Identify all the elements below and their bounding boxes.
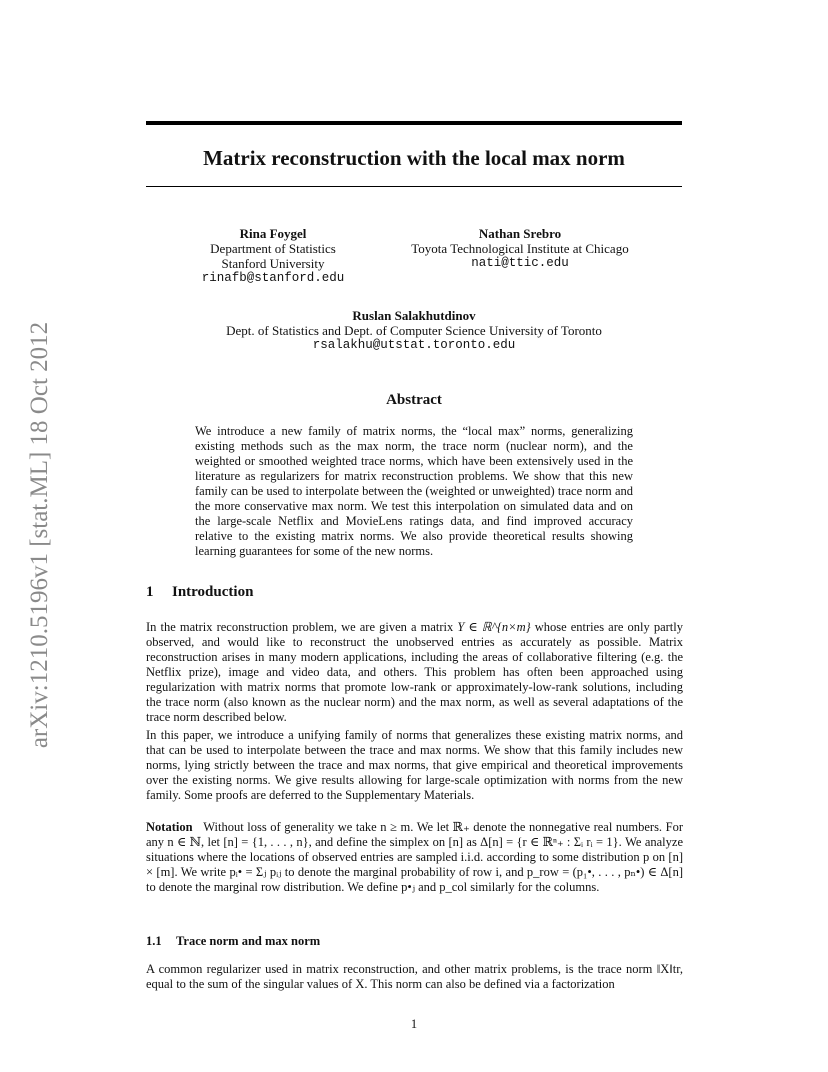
author-name: Nathan Srebro [478, 226, 562, 241]
abstract-text: We introduce a new family of matrix norms, the “local max” norms, generalizing existing methods such as the max norm, the trace norm (nuclear norm), and the weighted or smoothed weighted trace norms, which have been extensively used in the literature as regularizers for matrix reconstruction problems. We show that this new family can be used to interpolate between the (weighted or unweighted) trace norm and the more conservative max norm. We test this interpolation on simulated data and on the large-scale Netflix and MovieLens ratings data, and find improved accuracy relative to the existing matrix norms. We also provide theoretical results showing learning guarantees for some of the new norms. [195, 424, 633, 558]
abstract-heading: Abstract [386, 392, 442, 408]
author-affiliation: Dept. of Statistics and Dept. of Computer Science University of Toronto [226, 323, 602, 338]
author-block-1 [180, 226, 366, 286]
author-email: rsalakhu@utstat.toronto.edu [312, 338, 516, 352]
title-rule-top [146, 121, 682, 125]
notation-text: Without loss of generality we take n ≥ m. We let ℝ₊ denote the nonnegative real numbers. For any n ∈ ℕ, let [n] = {1, . . . , n}, and define the simplex on [n] as Δ[n] = {r ∈ ℝⁿ₊ : Σᵢ rᵢ = 1}. We analyze situations where the locations of observed entries are sampled i.i.d. according to some distribution p on [n] × [m]. We write pᵢ• = Σⱼ pᵢⱼ to denote the marginal probability of row i, and p_row = (p₁•, . . . , pₙ•) ∈ Δ[n] to denote the marginal row distribution. We define p•ⱼ and p_col similarly for the columns. [146, 820, 683, 894]
author-affiliation: Department of Statistics [210, 241, 336, 256]
subsection-heading [146, 934, 682, 949]
intro-paragraph-2: In this paper, we introduce a unifying family of norms that generalizes these existing matrix norms, and that can be used to interpolate between the trace and max norms. We show that this family includes new norms, lying strictly between the trace and max norms, that give empirical and theoretical improvements over the existing norms. We give results allowing for large-scale optimization with norms from the new family. Some proofs are deferred to the Supplementary Materials. [146, 728, 683, 802]
page-number: 1 [410, 1017, 418, 1031]
section-heading [146, 584, 682, 601]
author-affiliation: Toyota Technological Institute at Chicago [411, 241, 629, 256]
author-block-2 [400, 226, 640, 271]
intro-text: In the matrix reconstruction problem, we are given a matrix [146, 620, 458, 634]
section-title: Introduction [172, 584, 254, 600]
title-rule-bottom [146, 186, 682, 187]
author-email: nati@ttic.edu [471, 256, 569, 270]
subsection-title: Trace norm and max norm [176, 934, 321, 948]
author-affiliation: Stanford University [221, 256, 325, 271]
arxiv-sidebar-stamp: arXiv:1210.5196v1 [stat.ML] 18 Oct 2012 [26, 321, 53, 749]
intro-text: whose entries are only partly observed, and would like to reconstruct the unobserved entries as accurately as possible. Matrix reconstruction arises in many modern applications, including the areas of collaborative filtering (e.g. the Netflix prize), image and video data, and others. This problem has often been approached using regularization with matrix norms that promote low-rank or approximately-low-rank solutions, including the trace norm (also known as the nuclear norm) and the max norm, as well as several adaptations of the trace norm described below. [146, 620, 683, 724]
math-inline: Y ∈ ℝ^{n×m} [457, 620, 531, 634]
trace-norm-paragraph: A common regularizer used in matrix reconstruction, and other matrix problems, is the trace norm ‖X‖tr, equal to the sum of the singular values of X. This norm can also be defined via a factorization [146, 962, 683, 991]
subsection-number: 1.1 [146, 934, 162, 948]
intro-paragraph-1 [146, 620, 683, 725]
author-block-3 [180, 308, 648, 353]
author-name: Rina Foygel [239, 226, 307, 241]
section-number: 1 [146, 584, 154, 600]
author-email: rinafb@stanford.edu [201, 271, 345, 285]
author-name: Ruslan Salakhutdinov [352, 308, 476, 323]
notation-paragraph [146, 820, 683, 895]
notation-label: Notation [146, 820, 193, 834]
paper-title: Matrix reconstruction with the local max norm [203, 146, 625, 170]
